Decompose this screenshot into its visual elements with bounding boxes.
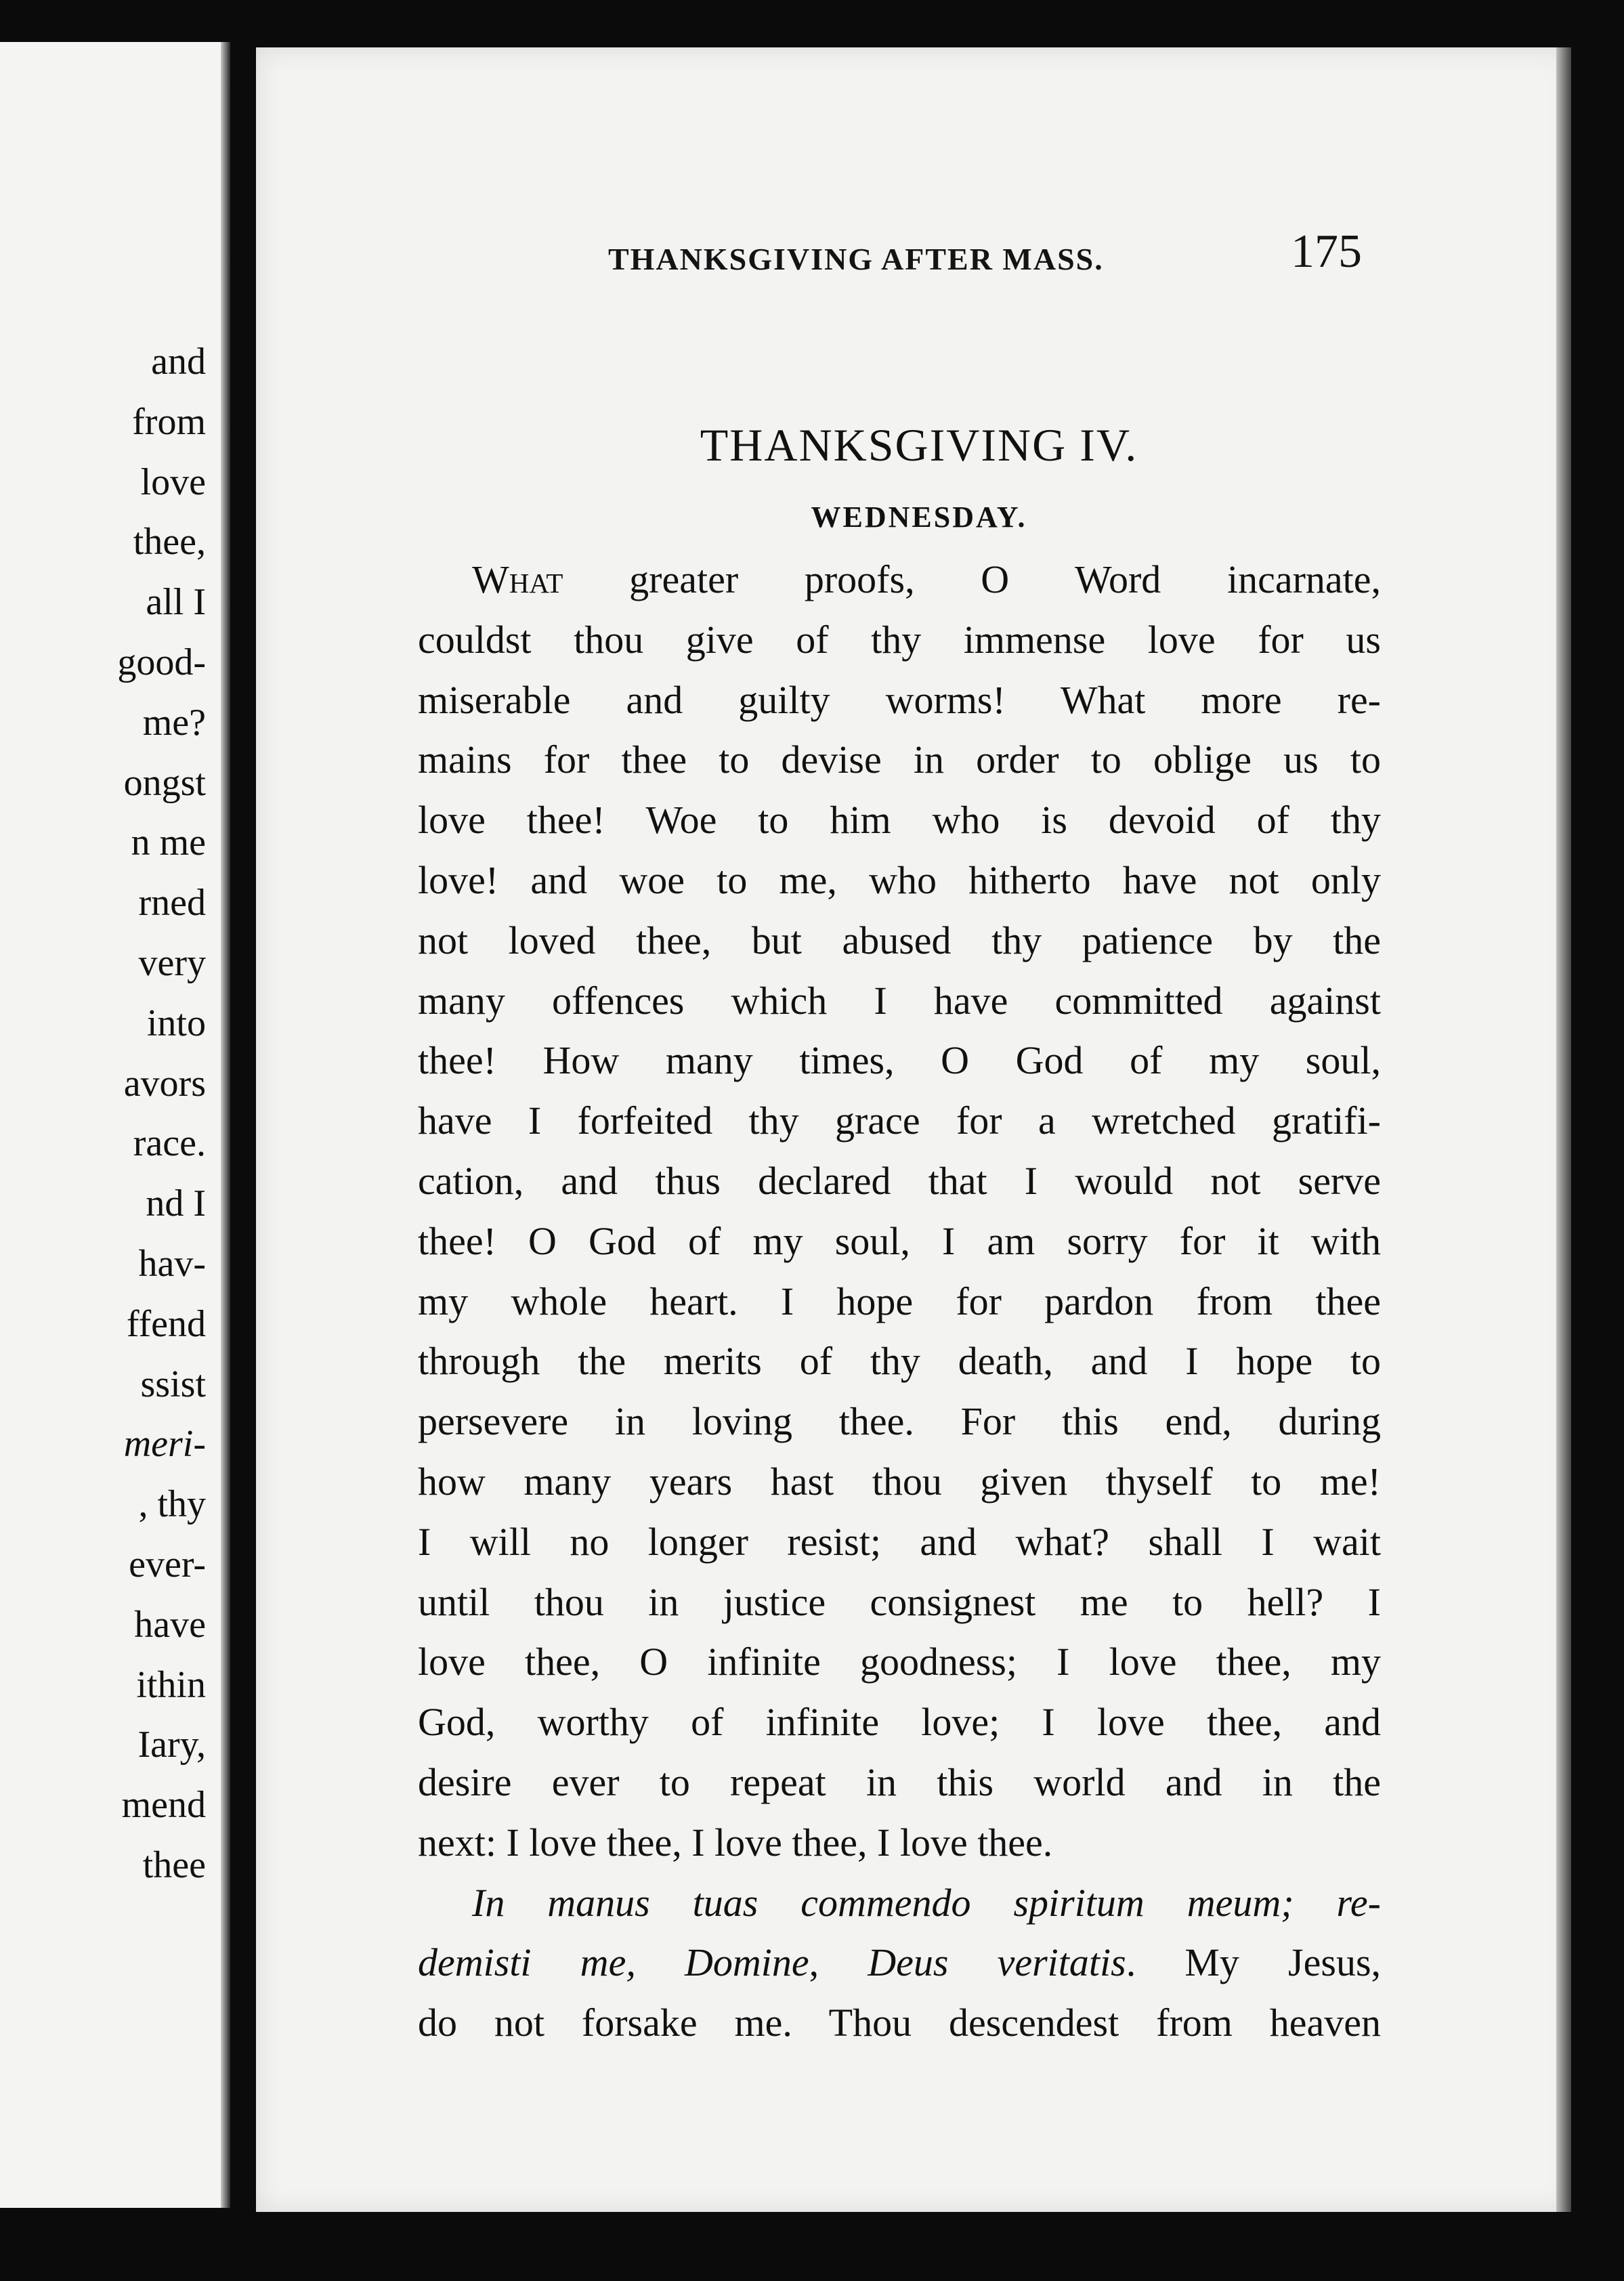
line-fragment: avors — [123, 1062, 206, 1105]
text-line: until thou in justice consignest me to hell? I — [418, 1579, 1381, 1624]
line-fragment: ongst — [123, 761, 206, 804]
text-line: thee! O God of my soul, I am sorry for it with — [418, 1218, 1381, 1263]
line-fragment: n me — [131, 822, 206, 864]
text-line: do not forsake me. Thou descendest from heaven — [418, 2001, 1381, 2045]
text-line: next: I love thee, I love thee, I love thee. — [418, 1820, 1053, 1864]
text-line: God, worthy of infinite love; I love thee, and — [418, 1700, 1381, 1745]
line-fragment: race. — [133, 1122, 206, 1165]
line-fragment: ssist — [140, 1363, 206, 1405]
text-line-italic — [418, 1873, 1381, 1934]
running-header — [419, 225, 1571, 293]
line-fragment: into — [146, 1002, 206, 1044]
line-fragment: all I — [146, 581, 206, 624]
line-fragment: very — [138, 941, 206, 984]
latin-text: Deus veritatis — [868, 1940, 1126, 1985]
book-page — [256, 47, 1571, 2212]
line-fragment: ever- — [129, 1543, 206, 1585]
drop-word: What — [472, 557, 563, 601]
text-line: cation, and thus declared that I would not serve — [418, 1158, 1381, 1203]
text-line: mains for thee to devise in order to oblige us to — [418, 738, 1381, 782]
text-line — [418, 550, 1381, 610]
page-gutter-shadow — [221, 42, 230, 2208]
latin-text: demisti me, — [418, 1940, 685, 1985]
page-edge-shadow — [1556, 47, 1571, 2212]
line-text: greater proofs, O Word incarnate, — [563, 557, 1381, 601]
body-text — [418, 550, 1381, 2053]
page-number: 175 — [1291, 226, 1362, 278]
text-line: many offences which I have committed against — [418, 978, 1381, 1023]
line-fragment: rned — [138, 882, 206, 924]
line-fragment: from — [132, 400, 206, 443]
line-fragment: and — [151, 341, 206, 383]
line-fragment: nd I — [146, 1182, 206, 1225]
text-line: love! and woe to me, who hitherto have not only — [418, 857, 1381, 902]
text-line: couldst thou give of thy immense love for us — [418, 617, 1381, 662]
text-line: through the merits of thy death, and I hope to — [418, 1339, 1381, 1384]
text-line: love thee, O infinite goodness; I love thee, my — [418, 1640, 1381, 1684]
running-title: THANKSGIVING AFTER MASS. — [608, 242, 1104, 276]
text-line-mixed — [418, 1933, 1381, 1993]
text-line: miserable and guilty worms! What more re- — [418, 677, 1381, 722]
latin-text: In manus tuas commendo spiritum meum; re- — [472, 1880, 1381, 1925]
text-line: I will no longer resist; and what? shall I wait — [418, 1519, 1381, 1564]
line-fragment: have — [134, 1603, 206, 1646]
text-line: not loved thee, but abused thy patience by the — [418, 918, 1381, 962]
line-fragment: hav- — [138, 1242, 206, 1285]
line-fragment: me? — [142, 701, 206, 744]
line-fragment: meri- — [123, 1423, 206, 1466]
line-fragment: ffend — [126, 1302, 206, 1345]
section-title: THANKSGIVING IV. — [700, 419, 1138, 471]
line-fragment: Iary, — [137, 1724, 206, 1766]
text-line: desire ever to repeat in this world and in the — [418, 1760, 1381, 1804]
text-line: have I forfeited thy grace for a wretched gratifi- — [418, 1099, 1381, 1143]
line-text: . My Jesus, — [1126, 1940, 1381, 1985]
line-fragment: good- — [117, 641, 206, 683]
text-line: thee! How many times, O God of my soul, — [418, 1038, 1381, 1083]
line-fragment: thee, — [133, 521, 206, 563]
text-line: persevere in loving thee. For this end, during — [418, 1399, 1381, 1444]
previous-page-line-endings — [117, 332, 206, 1896]
previous-page-fragment — [0, 42, 230, 2208]
section-subtitle: WEDNESDAY. — [811, 500, 1027, 534]
line-fragment: thee — [142, 1843, 206, 1886]
text-line: love thee! Woe to him who is devoid of thy — [418, 798, 1381, 843]
text-line: how many years hast thou given thyself to me! — [418, 1459, 1381, 1504]
line-fragment: , thy — [138, 1483, 206, 1526]
line-fragment: ithin — [136, 1663, 206, 1706]
line-text: , — [809, 1940, 868, 1985]
line-fragment: love — [140, 461, 206, 503]
latin-text: Domine — [684, 1940, 809, 1985]
line-fragment: mend — [121, 1784, 206, 1827]
text-line: my whole heart. I hope for pardon from thee — [418, 1279, 1381, 1323]
